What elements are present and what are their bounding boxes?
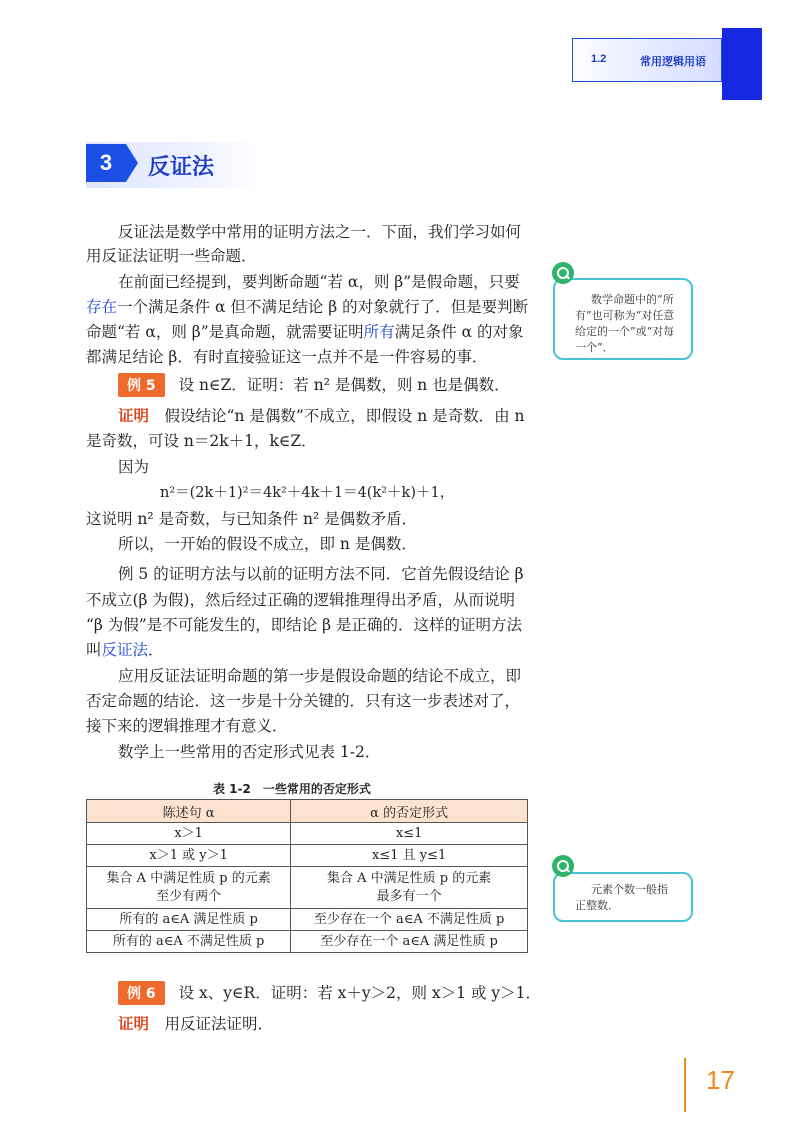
table-row	[87, 909, 528, 931]
table-cell: x≤1	[291, 823, 528, 845]
table-cell: 至少存在一个 a∈A 满足性质 p	[291, 931, 528, 953]
negation-table	[86, 799, 528, 953]
table-caption: 表 1-2 一些常用的否定形式	[213, 782, 371, 796]
note-line: 数学命题中的“所	[591, 293, 674, 306]
table-cell: x＞1 或 y＞1	[87, 845, 291, 867]
table-row	[87, 867, 528, 909]
table-header-cell: α 的否定形式	[291, 800, 528, 823]
table-row	[87, 823, 528, 845]
table-cell: 集合 A 中满足性质 p 的元素 最多有一个	[291, 867, 528, 909]
note-line: 给定的一个”或“对每	[575, 325, 675, 338]
header-section-number: 1.2	[591, 53, 607, 65]
table-header-cell: 陈述句 α	[87, 800, 291, 823]
note-line: 元素个数一般指	[591, 883, 668, 896]
paragraph-line: 反证法是数学中常用的证明方法之一．下面，我们学习如何	[118, 223, 522, 241]
note-line: 有”也可称为“对任意	[575, 309, 675, 322]
table-cell: x＞1	[87, 823, 291, 845]
equation: n²＝(2k＋1)²＝4k²＋4k＋1＝4(k²＋k)＋1，	[160, 485, 455, 501]
table-header-row	[87, 800, 528, 823]
paragraph-line: 用反证法证明一些命题．	[86, 247, 257, 265]
magnifier-icon	[552, 855, 574, 877]
key-term-proof-by-contradiction: 反证法	[101, 641, 149, 659]
paragraph-line: 否定命题的结论．这一步是十分关键的．只有这一步表述对了，	[86, 692, 521, 710]
magnifier-icon	[552, 262, 574, 284]
paragraph-text: 一个满足条件 α 但不满足结论 β 的对象就行了．但是要判断	[117, 298, 529, 316]
header-section-title: 常用逻辑用语	[640, 55, 706, 68]
paragraph-line: 不成立(β 为假)，然后经过正确的逻辑推理得出矛盾，从而说明	[86, 591, 515, 609]
example-5	[118, 373, 510, 397]
table-row	[87, 931, 528, 953]
section-heading	[86, 142, 262, 188]
paragraph-line	[86, 295, 528, 317]
page-number-divider	[684, 1058, 686, 1112]
key-term-exists: 存在	[86, 298, 118, 316]
proof-tag: 证明	[118, 1014, 150, 1033]
proof-text: 用反证法证明．	[164, 1015, 274, 1033]
paragraph-text: 命题“若 α，则 β”是真命题，就需要证明	[86, 323, 364, 341]
paragraph-line: 数学上一些常用的否定形式见表 1-2．	[118, 743, 381, 761]
table-row	[87, 845, 528, 867]
section-title: 反证法	[148, 155, 215, 180]
paragraph-line: 例 5 的证明方法与以前的证明方法不同．它首先假设结论 β	[118, 565, 524, 583]
paragraph-line	[86, 320, 523, 342]
proof-text: 假设结论“n 是偶数”不成立，即假设 n 是奇数．由 n	[164, 407, 525, 425]
paragraph-line: 都满足结论 β．有时直接验证这一点并不是一件容易的事．	[86, 348, 488, 366]
table-cell: 至少存在一个 a∈A 不满足性质 p	[291, 909, 528, 931]
header-accent-bar	[722, 28, 762, 100]
table-cell: 集合 A 中满足性质 p 的元素 至少有两个	[87, 867, 291, 909]
key-term-all: 所有	[363, 323, 395, 341]
table-cell: 所有的 a∈A 满足性质 p	[87, 909, 291, 931]
table-cell: 所有的 a∈A 不满足性质 p	[87, 931, 291, 953]
example-6	[118, 981, 541, 1005]
example-tag: 例 6	[118, 981, 165, 1005]
example-text: 设 n∈Z．证明：若 n² 是偶数，则 n 也是偶数．	[178, 376, 510, 394]
conclusion-line: 所以，一开始的假设不成立，即 n 是偶数．	[118, 535, 417, 553]
section-number: 3	[99, 150, 113, 175]
proof-line: 是奇数，可设 n＝2k＋1，k∈Z．	[86, 432, 317, 450]
paragraph-text: 满足条件 α 的对象	[394, 323, 524, 341]
proof-line	[118, 404, 525, 426]
note-line: 正整数．	[575, 899, 619, 912]
paragraph-line: 在前面已经提到，要判断命题“若 α，则 β”是假命题，只要	[118, 273, 520, 291]
table-cell: x≤1 且 y≤1	[291, 845, 528, 867]
paragraph-line: “β 为假”是不可能发生的，即结论 β 是正确的．这样的证明方法	[86, 616, 523, 634]
proof-tag: 证明	[118, 406, 150, 425]
paragraph-line: 接下来的逻辑推理才有意义．	[86, 717, 288, 735]
example-text: 设 x、y∈R．证明：若 x＋y＞2，则 x＞1 或 y＞1．	[178, 984, 541, 1002]
because-text: 因为	[118, 458, 150, 476]
paragraph-line	[86, 638, 164, 660]
paragraph-line: 应用反证法证明命题的第一步是假设命题的结论不成立，即	[118, 667, 522, 685]
proof-line	[118, 1012, 273, 1034]
paragraph-text: ．	[148, 641, 164, 659]
note-line: 一个”．	[575, 341, 614, 354]
paragraph-text: 叫	[86, 641, 102, 659]
conclusion-line: 这说明 n² 是奇数，与已知条件 n² 是偶数矛盾．	[86, 510, 418, 528]
page-number: 17	[706, 1065, 735, 1095]
example-tag: 例 5	[118, 373, 165, 397]
section-arrow-icon	[126, 144, 138, 182]
